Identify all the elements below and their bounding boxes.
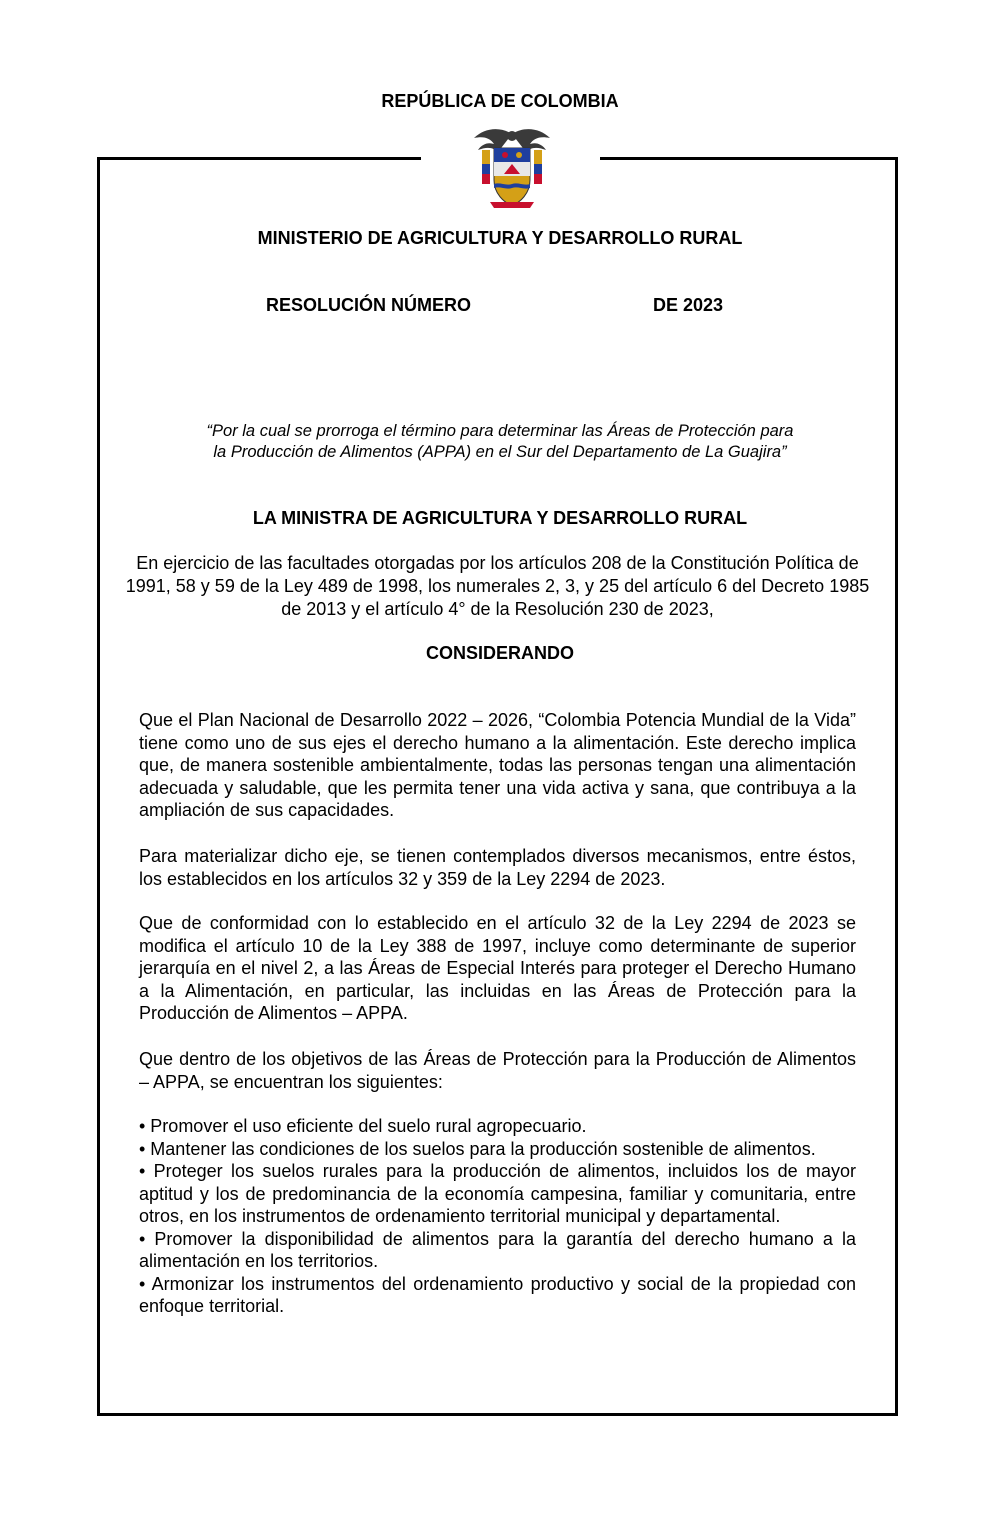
paragraph-text: Para materializar dicho eje, se tienen contemplados diversos mecanismos, entre éstos, los establecidos en los artículos 32 y 359 de la Ley 2294 de 2023. — [139, 846, 856, 889]
paragraph-3 — [139, 912, 856, 1025]
paragraph-1 — [139, 709, 856, 822]
resolution-epigraph: “Por la cual se prorroga el término para determinar las Áreas de Protección para la Producción de Alimentos (APPA) en el Sur del Departamento de La Guajira” — [206, 422, 794, 461]
frame-top-left — [97, 157, 421, 160]
paragraph-text: Que de conformidad con lo establecido en el artículo 32 de la Ley 2294 de 2023 se modifica el artículo 10 de la Ley 388 de 1997, incluye como determinante de superior jerarquía en el nivel 2, a las Áreas de Especial Interés para proteger el Derecho Humano a la Alimentación, en particular, las incluidas en las Áreas de Protección para la Producción de Alimentos – APPA. — [139, 913, 856, 1023]
frame-top-right — [600, 157, 898, 160]
considering-heading: CONSIDERANDO — [425, 643, 574, 663]
list-item: • Promover el uso eficiente del suelo rural agropecuario. — [139, 1116, 587, 1136]
list-item: • Mantener las condiciones de los suelos para la producción sostenible de alimentos. — [139, 1138, 816, 1159]
ministry-title: MINISTERIO DE AGRICULTURA Y DESARROLLO RURAL — [257, 228, 743, 248]
objectives-list — [139, 1115, 856, 1318]
resolution-year: DE 2023 — [653, 295, 724, 315]
paragraph-text: Que el Plan Nacional de Desarrollo 2022 – 2026, “Colombia Potencia Mundial de la Vida” tiene como uno de sus ejes el derecho humano a la alimentación. Este derecho implica que, de manera sostenible ambientalmente, todas las personas tengan una alimentación adecuada y saludable, que les permita tener una vida activa y sana, que contribuya a la ampliación de sus capacidades. — [139, 710, 856, 820]
faculties-paragraph: En ejercicio de las facultades otorgadas por los artículos 208 de la Constitución Política de 1991, 58 y 59 de la Ley 489 de 1998, los numerales 2, 3, y 25 del artículo 6 del Decreto 1985 de 2013 y el artículo 4° de la Resolución 230 de 2023, — [125, 553, 870, 619]
frame-right — [895, 157, 898, 1416]
frame-left — [97, 157, 100, 1416]
resolution-number-label: RESOLUCIÓN NÚMERO — [266, 295, 472, 315]
republic-title: REPÚBLICA DE COLOMBIA — [381, 91, 619, 111]
paragraph-2 — [139, 845, 856, 890]
paragraph-text: Que dentro de los objetivos de las Áreas de Protección para la Producción de Alimentos – APPA, se encuentran los siguientes: — [139, 1049, 856, 1092]
list-item: • Proteger los suelos rurales para la producción de alimentos, incluidos los de mayor aptitud y los de predominancia de la economía campesina, familiar y comunitaria, entre otros, en los instrumentos de ordenamiento territorial municipal y departamental. — [139, 1161, 856, 1226]
list-item: • Armonizar los instrumentos del ordenamiento productivo y social de la propiedad con enfoque territorial. — [139, 1273, 856, 1316]
list-item: • Promover la disponibilidad de alimentos para la garantía del derecho humano a la alimentación en los territorios. — [139, 1228, 856, 1271]
frame-bottom — [97, 1413, 898, 1416]
colombia-coat-of-arms-icon — [470, 124, 554, 210]
minister-heading: LA MINISTRA DE AGRICULTURA Y DESARROLLO RURAL — [252, 508, 748, 528]
paragraph-4 — [139, 1048, 856, 1093]
